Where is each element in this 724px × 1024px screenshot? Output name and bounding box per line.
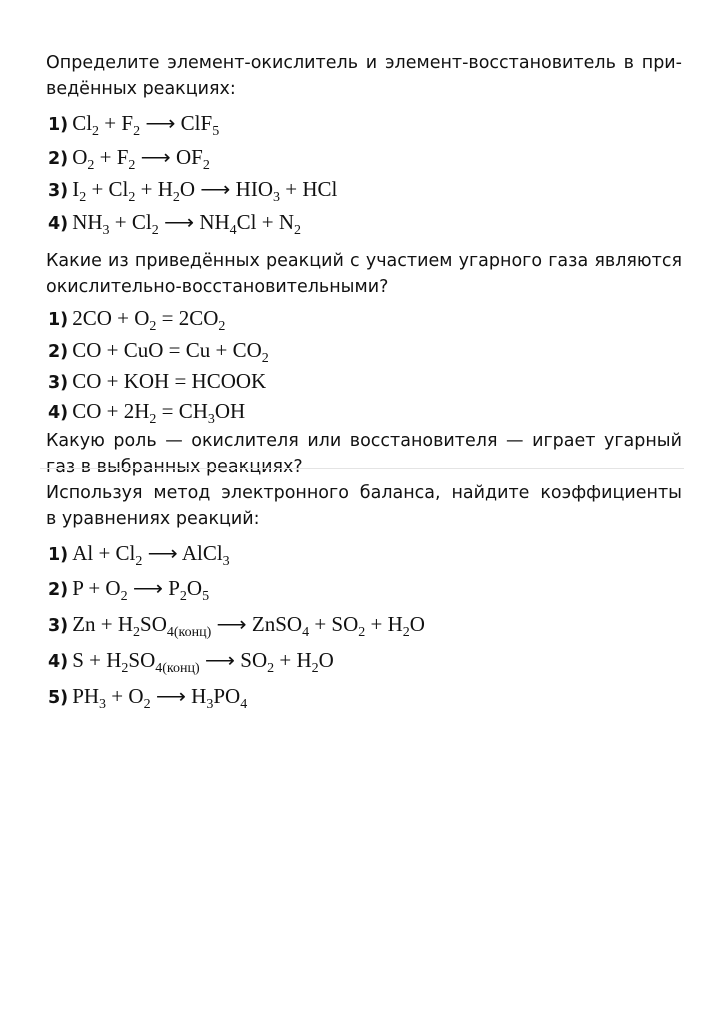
formula-text: CO + KOH = HCOOK <box>72 369 267 393</box>
formula-subscript: 2 <box>149 319 157 334</box>
formula-subscript: 2 <box>294 223 302 238</box>
formula-text: PH <box>72 684 100 708</box>
formula-subscript: 3 <box>207 412 215 427</box>
formula-text: ⟶ SO <box>199 648 268 672</box>
formula-subscript: 2 <box>358 625 366 640</box>
scan-divider <box>40 468 684 469</box>
equation-number: 3) <box>48 181 69 201</box>
equation-number: 4) <box>48 652 69 672</box>
formula-text: Zn + H <box>72 612 134 636</box>
task-3-equation <box>48 609 425 641</box>
formula-subscript: 2 <box>261 351 269 366</box>
task-2-question-line-1: Какую роль — окислителя или восстановителя — играет угарный <box>46 431 682 451</box>
task-1-equation <box>48 207 301 239</box>
formula-subscript: 4 <box>229 223 237 238</box>
task-3-prompt <box>46 480 682 532</box>
task-2-prompt-line-2: окислительно-восстановительными? <box>46 277 389 297</box>
formula-subscript: 4(конц) <box>155 661 200 676</box>
formula-text: O <box>72 145 88 169</box>
formula-text: CO + 2H <box>72 399 150 423</box>
formula-subscript: 2 <box>120 589 128 604</box>
formula-subscript: 2 <box>92 124 100 139</box>
formula-subscript: 2 <box>133 625 141 640</box>
task-2-prompt-line-1: Какие из приведённых реакций с участием угарного газа являются <box>46 251 682 271</box>
task-2-prompt <box>46 248 682 300</box>
equation-number: 2) <box>48 149 69 169</box>
formula-subscript: 2 <box>133 124 141 139</box>
formula-subscript: 4(конц) <box>166 625 212 640</box>
formula-text: ⟶ ClF <box>140 111 213 135</box>
formula-subscript: 3 <box>206 697 214 712</box>
formula-subscript: 3 <box>222 554 230 569</box>
formula-text: OH <box>214 399 246 423</box>
task-1-prompt-line-1: Определите элемент-окислитель и элемент-восстановитель в при- <box>46 53 682 73</box>
formula-text: CO + CuO = Cu + CO <box>72 338 262 362</box>
formula-text: O <box>186 576 203 600</box>
task-3-equation <box>48 538 230 570</box>
formula-text: + H <box>365 612 403 636</box>
formula-text: ⟶ OF <box>135 145 203 169</box>
task-3-prompt-line-2: в уравнениях реакций: <box>46 509 260 529</box>
formula-subscript: 3 <box>273 190 280 205</box>
formula-subscript: 2 <box>128 158 136 173</box>
formula-subscript: 3 <box>102 223 110 238</box>
formula-text: P + O <box>72 576 121 600</box>
formula-text: S + H <box>72 648 122 672</box>
formula-text: SO <box>140 612 167 636</box>
formula-text: + F <box>94 145 129 169</box>
formula-text: O ⟶ HIO <box>179 177 273 201</box>
formula-text: O <box>318 648 334 672</box>
formula-text: + HCl <box>280 177 338 201</box>
task-3-prompt-line-1: Используя метод электронного баланса, найдите коэффициенты <box>46 483 682 503</box>
equation-number: 5) <box>48 688 69 708</box>
formula-subscript: 4 <box>240 697 248 712</box>
task-3-equation <box>48 573 209 605</box>
formula-subscript: 5 <box>212 124 220 139</box>
task-2-equation <box>48 396 245 428</box>
equation-number: 1) <box>48 115 69 135</box>
task-2-equation <box>48 335 269 367</box>
formula-text: Cl + N <box>236 210 295 234</box>
formula-text: I <box>72 177 80 201</box>
formula-text: = 2CO <box>156 306 219 330</box>
formula-subscript: 2 <box>128 190 136 205</box>
formula-text: + F <box>99 111 134 135</box>
formula-text: NH <box>72 210 103 234</box>
formula-subscript: 2 <box>121 661 129 676</box>
equation-number: 4) <box>48 214 69 234</box>
formula-subscript: 2 <box>87 158 95 173</box>
formula-text: + SO <box>309 612 359 636</box>
formula-text: ⟶ P <box>127 576 180 600</box>
formula-subscript: 2 <box>172 190 180 205</box>
formula-text: SO <box>128 648 156 672</box>
task-1-equation <box>48 142 210 174</box>
task-2-equation <box>48 303 225 335</box>
task-1-equation <box>48 108 219 140</box>
task-2-question <box>46 428 682 480</box>
formula-text: = CH <box>156 399 208 423</box>
equation-number: 2) <box>48 580 69 600</box>
formula-subscript: 4 <box>302 625 310 640</box>
formula-subscript: 2 <box>135 554 143 569</box>
equation-number: 4) <box>48 403 69 423</box>
formula-subscript: 2 <box>179 589 187 604</box>
formula-text: ⟶ NH <box>158 210 230 234</box>
equation-number: 1) <box>48 545 69 565</box>
formula-text: ⟶ ZnSO <box>211 612 303 636</box>
formula-text: + Cl <box>109 210 152 234</box>
equation-number: 2) <box>48 342 69 362</box>
task-2-equation <box>48 366 266 398</box>
equation-number: 1) <box>48 310 69 330</box>
formula-subscript: 5 <box>202 589 210 604</box>
formula-text: 2CO + O <box>72 306 150 330</box>
formula-text: + H <box>274 648 312 672</box>
equation-number: 3) <box>48 616 69 636</box>
task-3-equation <box>48 645 334 677</box>
formula-subscript: 2 <box>402 625 410 640</box>
formula-text: O <box>409 612 425 636</box>
task-1-prompt <box>46 50 682 102</box>
formula-text: Cl <box>72 111 93 135</box>
formula-subscript: 2 <box>202 158 210 173</box>
formula-subscript: 2 <box>143 697 151 712</box>
formula-text: + H <box>135 177 173 201</box>
task-3-equation <box>48 681 247 713</box>
formula-subscript: 3 <box>99 697 107 712</box>
formula-text: Al + Cl <box>72 541 136 565</box>
formula-subscript: 2 <box>151 223 159 238</box>
task-2-question-line-2: газ в выбранных реакциях? <box>46 457 303 477</box>
formula-subscript: 2 <box>267 661 275 676</box>
formula-subscript: 2 <box>218 319 226 334</box>
formula-subscript: 2 <box>311 661 319 676</box>
formula-text: ⟶ H <box>150 684 207 708</box>
formula-text: ⟶ AlCl <box>142 541 223 565</box>
formula-subscript: 2 <box>79 190 87 205</box>
formula-text: + Cl <box>86 177 129 201</box>
task-1-equation <box>48 174 337 206</box>
formula-text: + O <box>106 684 144 708</box>
formula-text: PO <box>213 684 241 708</box>
formula-subscript: 2 <box>149 412 157 427</box>
equation-number: 3) <box>48 373 69 393</box>
task-1-prompt-line-2: ведённых реакциях: <box>46 79 236 99</box>
